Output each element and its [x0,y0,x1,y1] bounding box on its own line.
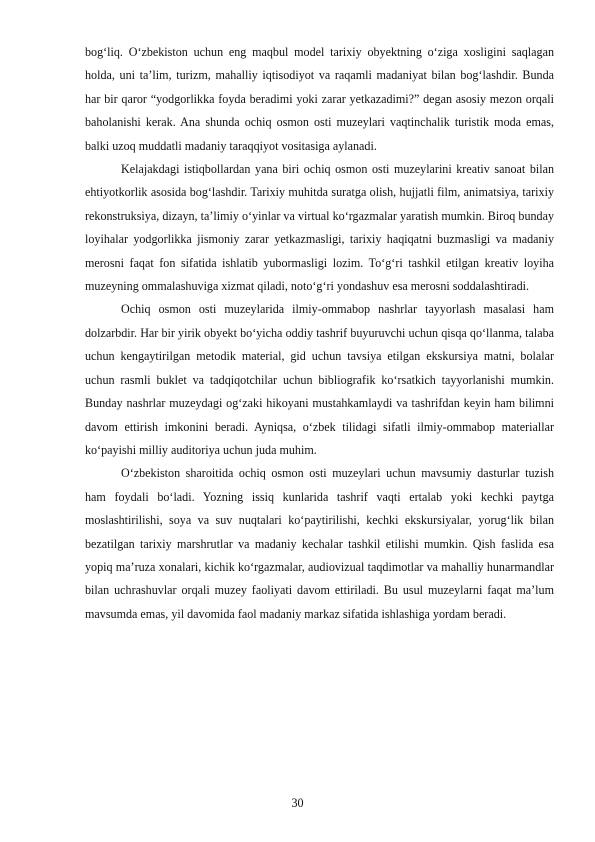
paragraph-creative-industry: Kelajakdagi istiqbollardan yana biri ochiq osmon osti muzeylarini kreativ sanoat bilan ehtiyotkorlik asosida bog‘lashdir. Tarixiy muhitda suratga olish, hujjatli film, animatsiya, tarixiy rekonstruksiya, dizayn, ta’limiy o‘yinlar va virtual ko‘rgazmalar yaratish mumkin. Biroq bunday loyihalar yodgorlikka jismoniy zarar yetkazmasligi, tarixiy haqiqatni buzmasligi va madaniy merosni faqat fon sifatida ishlatib yubormasligi lozim. To‘g‘ri tashkil etilgan kreativ loyiha muzeyning ommalashuviga xizmat qiladi, noto‘g‘ri yondashuv esa merosni soddalashtiradi. [85,162,554,294]
paragraph-publications: Ochiq osmon osti muzeylarida ilmiy-ommabop nashrlar tayyorlash masalasi ham dolzarbdir. Har bir yirik obyekt bo‘yicha oddiy tashrif buyuruvchi uchun qisqa qo‘llanma, talaba uchun kengaytirilgan metodik material, gid uchun tavsiya etilgan ekskursiya matni, bolalar uchun rasmli buklet va tadqiqotchilar uchun bibliografik ko‘rsatkich tayyorlanishi mumkin. Bunday nashrlar muzeydagi og‘zaki hikoyani mustahkamlaydi va tashrifdan keyin ham bilimni davom ettirish imkonini beradi. Ayniqsa, o‘zbek tilidagi sifatli ilmiy-ommabop materiallar ko‘payishi milliy auditoriya uchun juda muhim. [85,302,554,457]
paragraph-continuation: bog‘liq. O‘zbekiston uchun eng maqbul model tarixiy obyektning o‘ziga xosligini saqlagan holda, uni ta’lim, turizm, mahalliy iqtisodiyot va raqamli madaniyat bilan bog‘lashdir. Bunda har bir qaror “yodgorlikka foyda beradimi yoki zarar yetkazadimi?” degan asosiy mezon orqali baholanishi kerak. Ana shunda ochiq osmon osti muzeylari vaqtinchalik turistik moda emas, balki uzoq muddatli madaniy taraqqiyot vositasiga aylanadi. [85,45,554,153]
paragraph-seasonal-programs: O‘zbekiston sharoitida ochiq osmon osti muzeylari uchun mavsumiy dasturlar tuzish ham foydali bo‘ladi. Yozning issiq kunlarida tashrif vaqti ertalab yoki kechki paytga moslashtirilishi, soya va suv nuqtalari ko‘paytirilishi, kechki ekskursiyalar, yorug‘lik bilan bezatilgan tarixiy marshrutlar va madaniy kechalar tashkil etilishi mumkin. Qish faslida esa yopiq ma’ruza xonalari, kichik ko‘rgazmalar, audiovizual taqdimotlar va mahalliy hunarmandlar bilan uchrashuvlar orqali muzey faoliyati davom ettiriladi. Bu usul muzeylarni faqat ma’lum mavsumda emas, yil davomida faol madaniy markaz sifatida ishlashiga yordam beradi. [85,466,554,621]
body-text [85,41,554,626]
page-number: 30 [291,796,304,810]
